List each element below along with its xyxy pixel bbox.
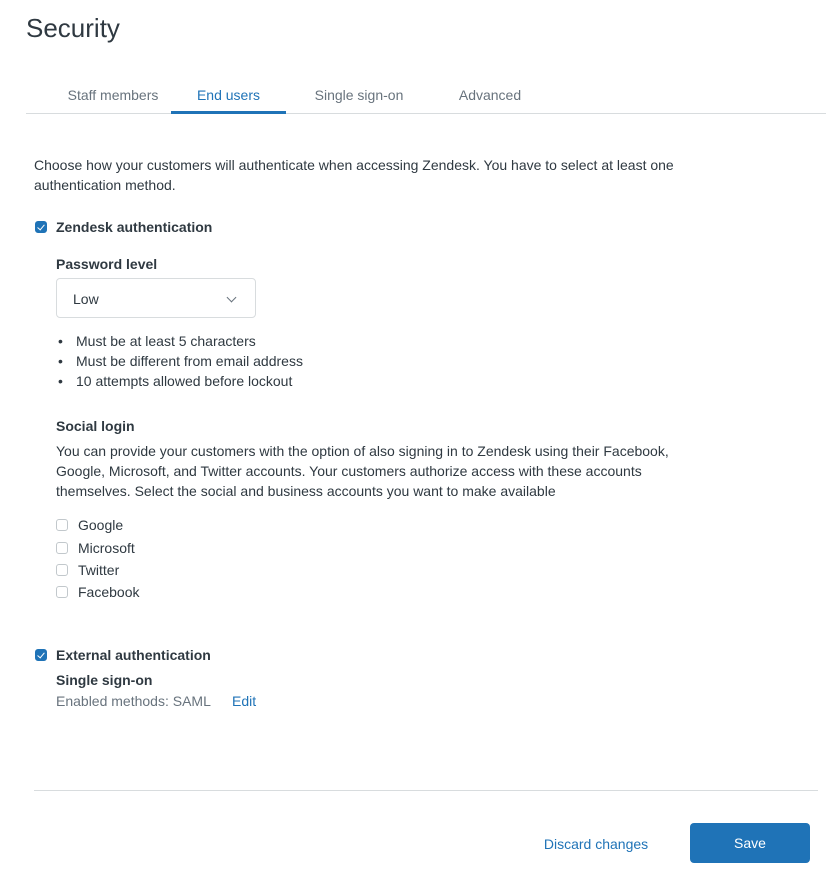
social-login-description: You can provide your customers with the option of also signing in to Zendesk using their Facebook, Google, Microsoft, and Twitter accounts. Your customers authorize access with these accounts themselves. Select the social and business accounts you want to make available <box>56 443 669 499</box>
sso-enabled-methods: Enabled methods: SAML <box>56 693 211 709</box>
rule-text: 10 attempts allowed before lockout <box>76 373 293 389</box>
google-label: Google <box>78 517 124 533</box>
rule-text: Must be different from email address <box>76 353 303 369</box>
twitter-label: Twitter <box>78 562 120 578</box>
footer-divider <box>34 790 818 791</box>
intro-text: Choose how your customers will authenticate when accessing Zendesk. You have to select at least one authentication method. <box>34 157 674 193</box>
microsoft-label: Microsoft <box>78 540 135 556</box>
password-level-value: Low <box>73 291 99 307</box>
save-button[interactable]: Save <box>690 823 810 863</box>
external-auth-checkbox[interactable] <box>35 649 47 661</box>
password-level-select[interactable] <box>56 278 256 318</box>
external-auth-label: External authentication <box>56 647 211 663</box>
list-item <box>56 351 303 371</box>
zendesk-auth-checkbox[interactable] <box>35 221 47 233</box>
bullet-icon: • <box>58 373 63 389</box>
password-level-label: Password level <box>56 256 158 272</box>
bullet-icon: • <box>58 333 63 349</box>
list-item <box>56 331 303 351</box>
list-item <box>56 371 303 391</box>
rule-text: Must be at least 5 characters <box>76 333 256 349</box>
sso-heading: Single sign-on <box>56 672 153 688</box>
tab-end-users[interactable]: End users <box>171 80 286 114</box>
social-login-heading: Social login <box>56 418 135 434</box>
tab-single-sign-on[interactable]: Single sign-on <box>314 87 404 103</box>
facebook-label: Facebook <box>78 584 140 600</box>
facebook-checkbox[interactable] <box>56 586 68 598</box>
zendesk-auth-label: Zendesk authentication <box>56 219 213 235</box>
tab-advanced[interactable]: Advanced <box>458 87 522 103</box>
discard-changes-button[interactable]: Discard changes <box>543 836 649 852</box>
google-checkbox[interactable] <box>56 519 68 531</box>
page-title: Security <box>26 13 120 43</box>
password-rules-list <box>56 331 303 391</box>
twitter-checkbox[interactable] <box>56 564 68 576</box>
tab-staff-members[interactable]: Staff members <box>67 87 159 103</box>
tab-bar <box>26 80 826 114</box>
bullet-icon: • <box>58 353 63 369</box>
chevron-down-icon <box>227 293 237 303</box>
microsoft-checkbox[interactable] <box>56 542 68 554</box>
sso-edit-link[interactable]: Edit <box>232 693 257 709</box>
